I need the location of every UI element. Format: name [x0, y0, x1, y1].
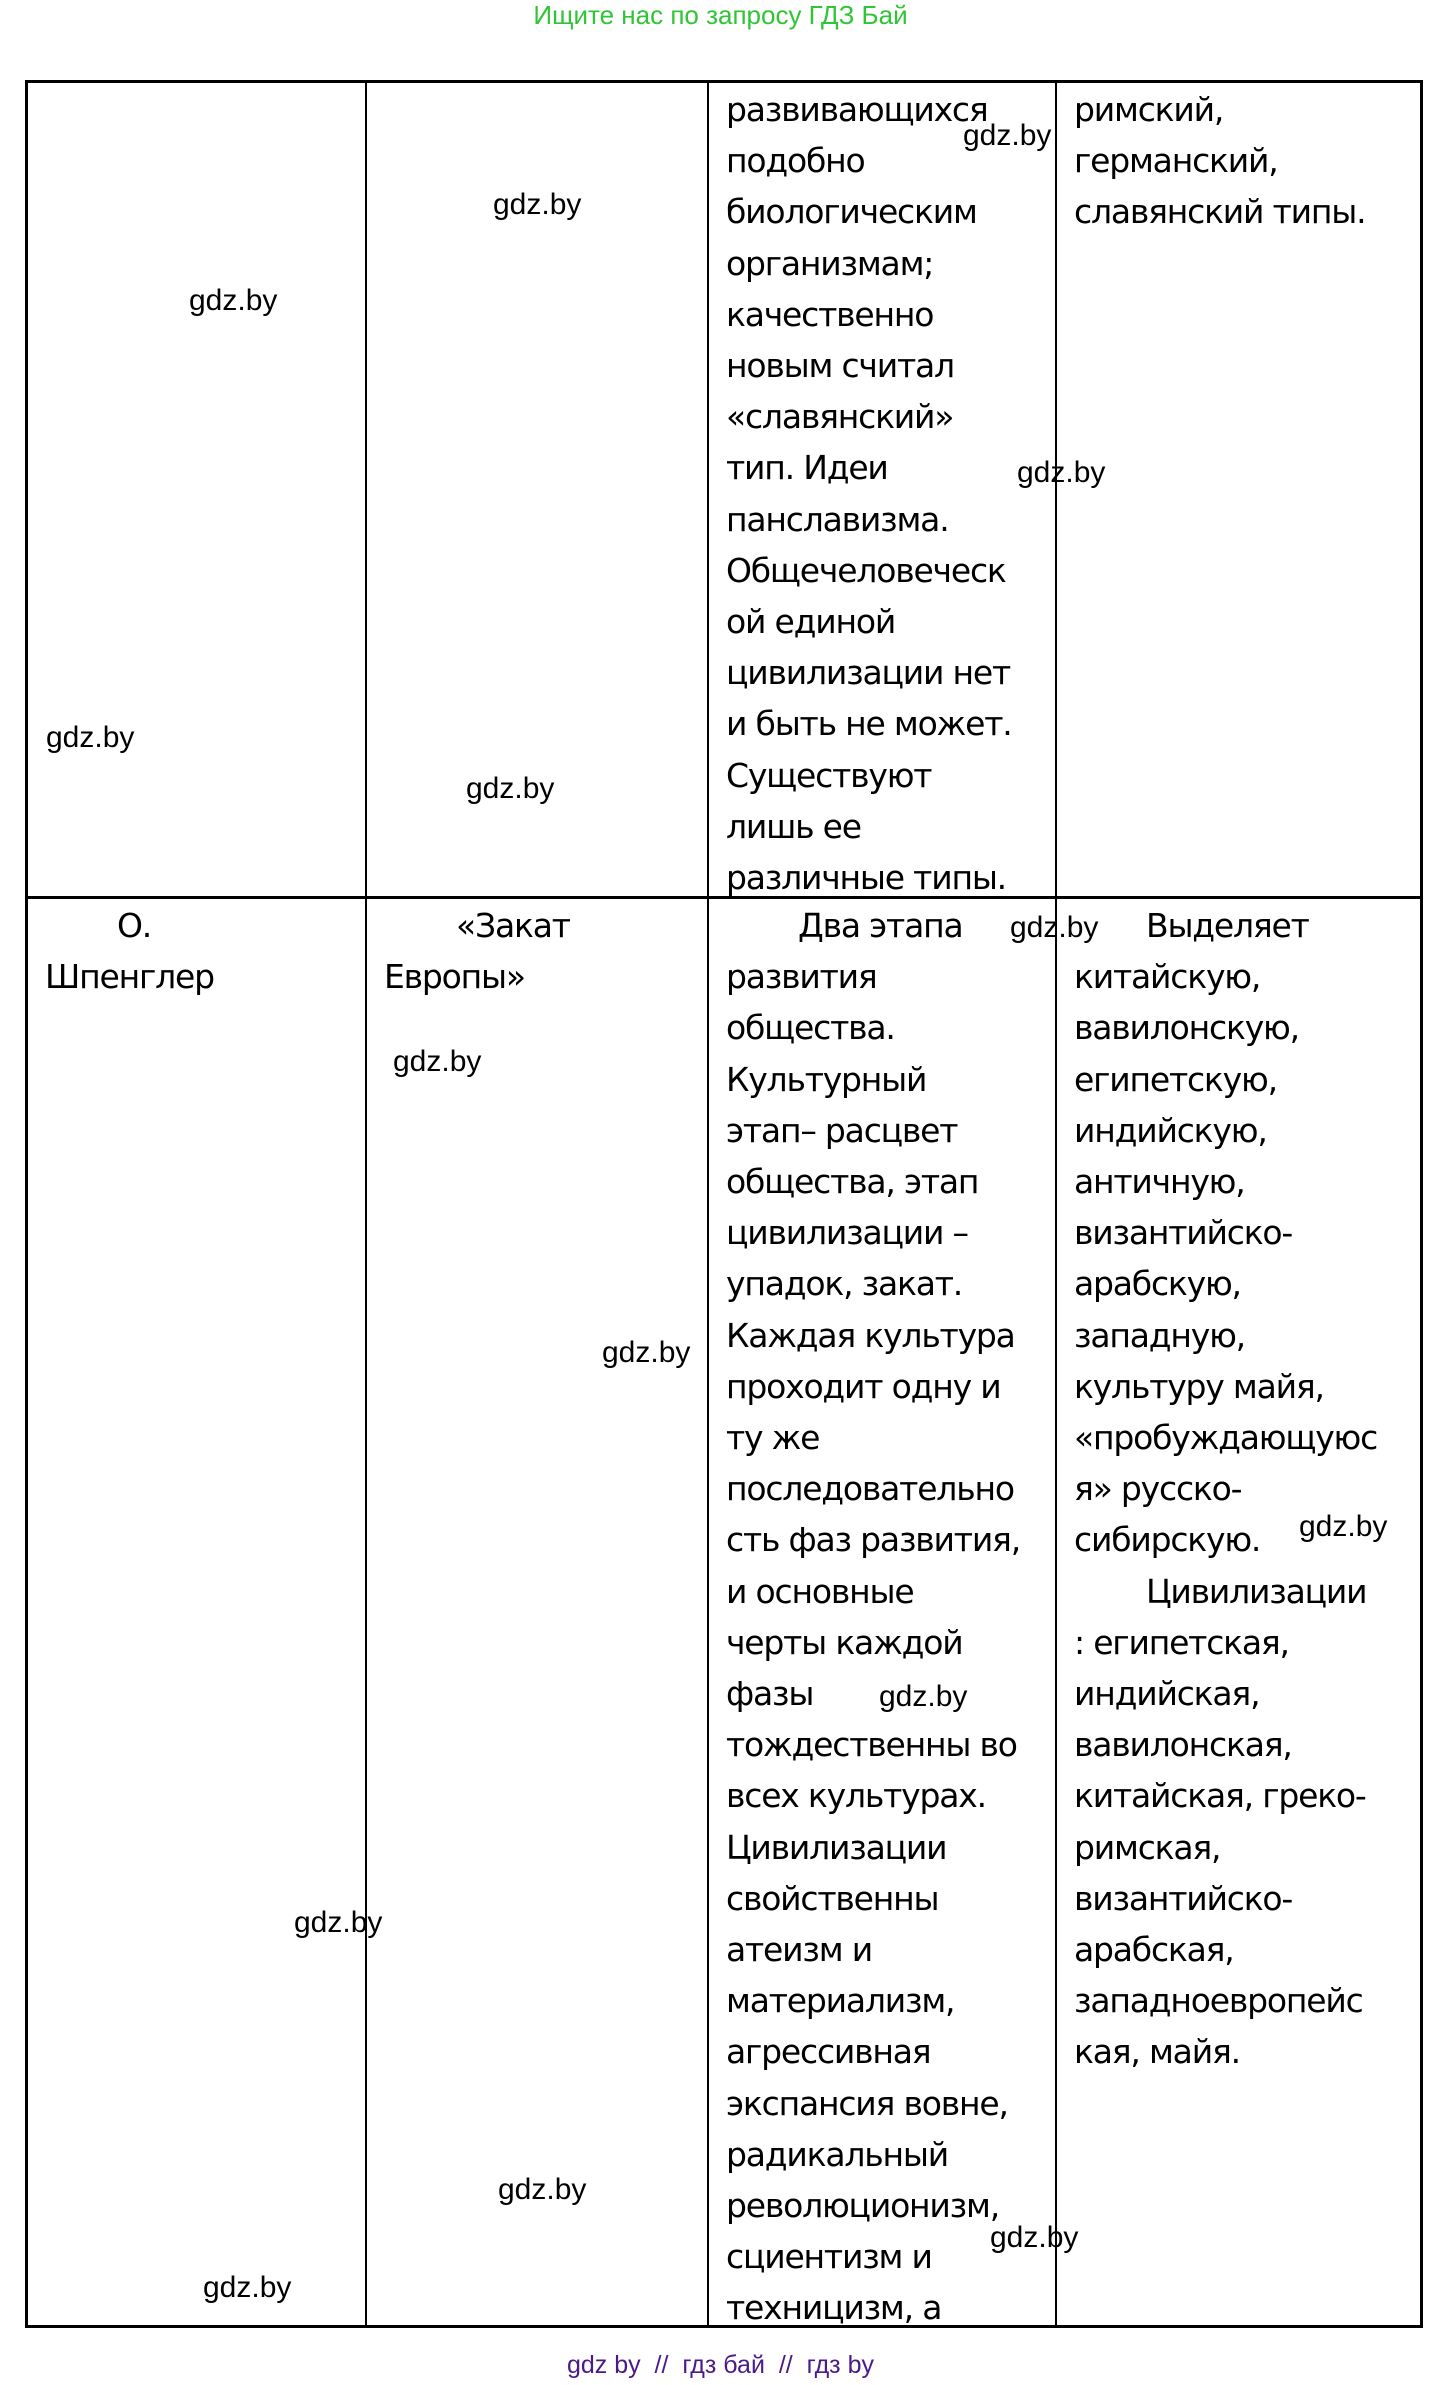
watermark-text: gdz.by: [493, 188, 582, 221]
watermark-text: gdz.by: [990, 2221, 1079, 2254]
cell-line: всех культурах.: [726, 1776, 986, 1816]
cell-line: «Закат: [456, 906, 570, 945]
watermark-text: gdz.by: [203, 2271, 292, 2304]
cell-line: революционизм,: [726, 2186, 1000, 2226]
cell-line: античную,: [1074, 1162, 1245, 1202]
watermark-text: gdz.by: [466, 772, 555, 805]
table-cell-types: [1057, 900, 1420, 2325]
cell-line: и основные: [726, 1571, 914, 1611]
cell-line: индийскую,: [1074, 1110, 1267, 1150]
cell-line: сибирскую.: [1074, 1520, 1261, 1560]
cell-line: Европы»: [384, 957, 525, 997]
cell-line: организмам;: [726, 243, 934, 283]
cell-line: проходит одну и: [726, 1366, 1001, 1406]
cell-line: материализм,: [726, 1981, 955, 2021]
cell-line: китайскую,: [1074, 957, 1261, 997]
cell-line: общества.: [726, 1008, 895, 1048]
cell-line: свойственны: [726, 1878, 939, 1918]
cell-line: Выделяет: [1146, 906, 1309, 945]
cell-line: культуру майя,: [1074, 1366, 1324, 1406]
cell-line: арабскую,: [1074, 1264, 1241, 1304]
cell-line: индийская,: [1074, 1674, 1260, 1714]
cell-line: вавилонскую,: [1074, 1008, 1299, 1048]
cell-line: развития: [726, 957, 877, 997]
cell-line: развивающихся: [726, 90, 988, 129]
cell-line: тождественны во: [726, 1725, 1017, 1765]
cell-line: римская,: [1074, 1827, 1221, 1867]
watermark-text: gdz.by: [189, 284, 278, 317]
watermark-text: gdz.by: [1017, 456, 1106, 489]
cell-line: византийско-: [1074, 1878, 1293, 1918]
watermark-text: gdz.by: [963, 119, 1052, 152]
row-divider: [25, 896, 1423, 899]
watermark-text: gdz.by: [1010, 911, 1099, 944]
cell-line: : египетская,: [1074, 1622, 1289, 1662]
cell-line: Культурный: [726, 1059, 927, 1099]
cell-line: арабская,: [1074, 1930, 1234, 1970]
cell-line: последовательно: [726, 1469, 1014, 1509]
cell-line: фазы: [726, 1674, 814, 1714]
table-cell-ideas: [709, 900, 1055, 2325]
cell-line: тип. Идеи: [726, 448, 888, 488]
cell-line: цивилизации нет: [726, 653, 1011, 693]
cell-line: черты каждой: [726, 1622, 963, 1662]
cell-line: Существуют: [726, 755, 932, 795]
cell-line: сциентизм и: [726, 2237, 932, 2277]
cell-line: византийско-: [1074, 1213, 1293, 1253]
cell-line: качественно: [726, 294, 934, 334]
cell-line: атеизм и: [726, 1930, 872, 1970]
footer-links: gdz by // гдз бай // гдз by: [566, 2351, 874, 2379]
cell-line: цивилизации –: [726, 1213, 968, 1253]
watermark-text: gdz.by: [393, 1045, 482, 1078]
cell-line: лишь ее: [726, 806, 861, 846]
cell-line: Каждая культура: [726, 1315, 1015, 1355]
cell-line: ту же: [726, 1418, 820, 1458]
watermark-text: gdz.by: [46, 721, 135, 754]
cell-line: радикальный: [726, 2134, 949, 2174]
cell-line: панславизма.: [726, 499, 949, 539]
search-hint-banner: Ищите нас по запросу ГДЗ Бай: [533, 0, 908, 30]
cell-line: «пробуждающуюс: [1074, 1418, 1378, 1458]
cell-line: биологическим: [726, 192, 977, 232]
cell-line: экспансия вовне,: [726, 2083, 1008, 2123]
table-cell-work: [367, 900, 707, 2325]
cell-line: сть фаз развития,: [726, 1520, 1021, 1560]
watermark-text: gdz.by: [498, 2173, 587, 2206]
cell-line: вавилонская,: [1074, 1725, 1292, 1765]
cell-line: этап– расцвет: [726, 1110, 958, 1150]
cell-line: Два этапа: [798, 906, 963, 945]
cell-line: Шпенглер: [45, 957, 214, 997]
cell-line: кая, майя.: [1074, 2032, 1240, 2072]
cell-line: Цивилизации: [1146, 1571, 1367, 1611]
table-cell-author: [28, 900, 365, 2325]
cell-line: египетскую,: [1074, 1059, 1277, 1099]
cell-line: германский,: [1074, 141, 1278, 181]
cell-line: «славянский»: [726, 397, 954, 437]
cell-line: и быть не может.: [726, 704, 1012, 744]
cell-line: римский,: [1074, 90, 1224, 129]
cell-line: подобно: [726, 141, 865, 181]
cell-line: упадок, закат.: [726, 1264, 963, 1304]
table-cell-ideas: [709, 84, 1055, 896]
cell-line: Общечеловеческ: [726, 550, 1006, 590]
watermark-text: gdz.by: [1299, 1510, 1388, 1543]
cell-line: различные типы.: [726, 858, 1006, 896]
cell-line: славянский типы.: [1074, 192, 1366, 232]
watermark-text: gdz.by: [602, 1336, 691, 1369]
cell-line: Цивилизации: [726, 1827, 947, 1867]
cell-line: западноевропейс: [1074, 1981, 1363, 2021]
cell-line: западную,: [1074, 1315, 1245, 1355]
watermark-text: gdz.by: [879, 1680, 968, 1713]
cell-line: техницизм, а: [726, 2288, 942, 2325]
cell-line: я» русско-: [1074, 1469, 1242, 1509]
cell-line: общества, этап: [726, 1162, 979, 1202]
cell-line: О.: [117, 906, 152, 945]
table-cell-types: [1057, 84, 1420, 896]
table-cell-author: [28, 84, 365, 896]
cell-line: агрессивная: [726, 2032, 931, 2072]
cell-line: ой единой: [726, 602, 896, 642]
cell-line: китайская, греко-: [1074, 1776, 1366, 1816]
cell-line: новым считал: [726, 346, 954, 386]
watermark-text: gdz.by: [294, 1906, 383, 1939]
